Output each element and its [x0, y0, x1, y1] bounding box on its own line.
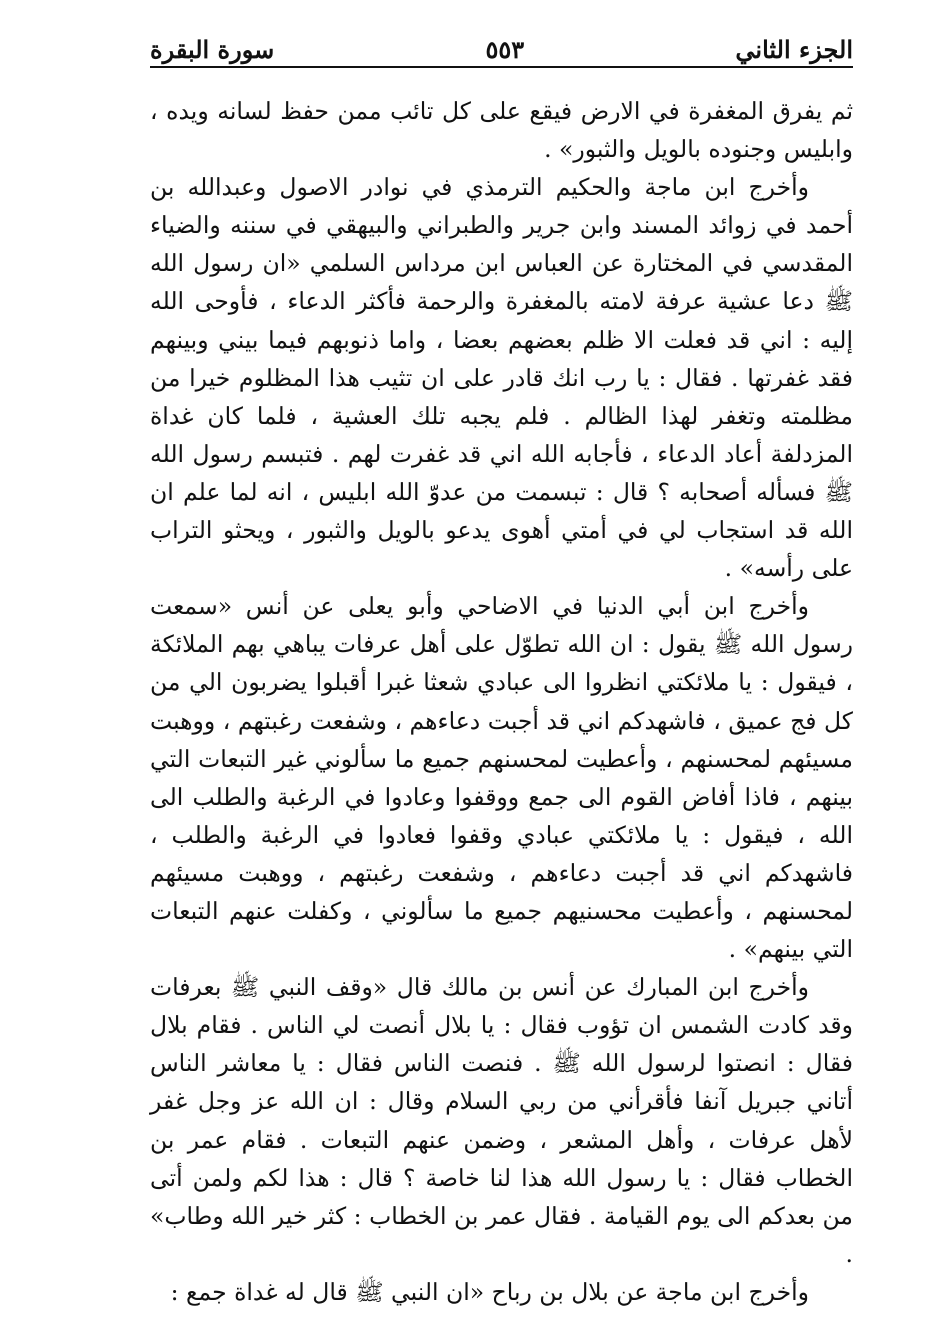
- page-number: ٥٥٣: [485, 35, 525, 64]
- paragraph: ثم يفرق المغفرة في الارض فيقع على كل تائب ممن حفظ لسانه ويده ، وابليس وجنوده بالويل والثبور» .: [150, 97, 853, 164]
- paragraph: وأخرج ابن المبارك عن أنس بن مالك قال «وقف النبي ﷺ بعرفات وقد كادت الشمس ان تؤوب فقال : يا بلال أنصت لي الناس . فقام بلال فقال : انصتوا لرسول الله ﷺ . فنصت الناس فقال : يا معاشر الناس أتاني جبريل آنفا فأقرأني من ربي السلام وقال : ان الله عز وجل غفر لأهل عرفات ، وأهل المشعر ، وضمن عنهم التبعات . فقام عمر بن الخطاب فقال : يا رسول الله هذا لنا خاصة ؟ قال : هذا لكم ولمن أتى من بعدكم الى يوم القيامة . فقال عمر بن الخطاب : كثر خير الله وطاب» .: [150, 973, 853, 1268]
- header-divider: [150, 66, 853, 68]
- page-body: [150, 92, 853, 1311]
- paragraph: وأخرج ابن ماجة والحكيم الترمذي في نوادر الاصول وعبدالله بن أحمد في زوائد المسند وابن جرير والطبراني والبيهقي في سننه والضياء المقدسي في المختارة عن العباس ابن مرداس السلمي «ان رسول الله ﷺ دعا عشية عرفة لامته بالمغفرة والرحمة فأكثر الدعاء ، فأوحى الله إليه : اني قد فعلت الا ظلم بعضهم بعضا ، واما ذنوبهم فيما بيني وبينهم فقد غفرتها . فقال : يا رب انك قادر على ان تثيب هذا المظلوم خيرا من مظلمته وتغفر لهذا الظالم . فلم يجبه تلك العشية ، فلما كان غداة المزدلفة أعاد الدعاء ، فأجابه الله اني قد غفرت لهم . فتبسم رسول الله ﷺ فسأله أصحابه ؟ قال : تبسمت من عدوّ الله ابليس ، انه لما علم ان الله قد استجاب لي في أمتي أهوى يدعو بالويل والثبور ، ويحثو التراب على رأسه» .: [150, 173, 853, 583]
- part-label: الجزء الثاني: [735, 35, 853, 64]
- surah-label: سورة البقرة: [150, 35, 275, 64]
- page-header: [150, 20, 853, 64]
- paragraph: وأخرج ابن ماجة عن بلال بن رباح «ان النبي ﷺ قال له غداة جمع :: [170, 1277, 809, 1306]
- paragraph: وأخرج ابن أبي الدنيا في الاضاحي وأبو يعلى عن أنس «سمعت رسول الله ﷺ يقول : ان الله تطوّل على أهل عرفات يباهي بهم الملائكة ، فيقول : يا ملائكتي انظروا الى عبادي شعثا غبرا أقبلوا يضربون الي من كل فج عميق ، فاشهدكم اني قد أجبت دعاءهم ، وشفعت رغبتهم ، ووهبت مسيئهم لمحسنهم ، وأعطيت لمحسنهم جميع ما سألوني غير التبعات التي بينهم ، فاذا أفاض القوم الى جمع ووقفوا وعادوا في الرغبة والطلب الى الله ، فيقول : يا ملائكتي عبادي وقفوا فعادوا في الرغبة والطلب ، فاشهدكم اني قد أجبت دعاءهم ، وشفعت رغبتهم ، ووهبت مسيئهم لمحسنهم ، وأعطيت محسنيهم جميع ما سألوني ، وكفلت عنهم التبعات التي بينهم» .: [150, 592, 853, 964]
